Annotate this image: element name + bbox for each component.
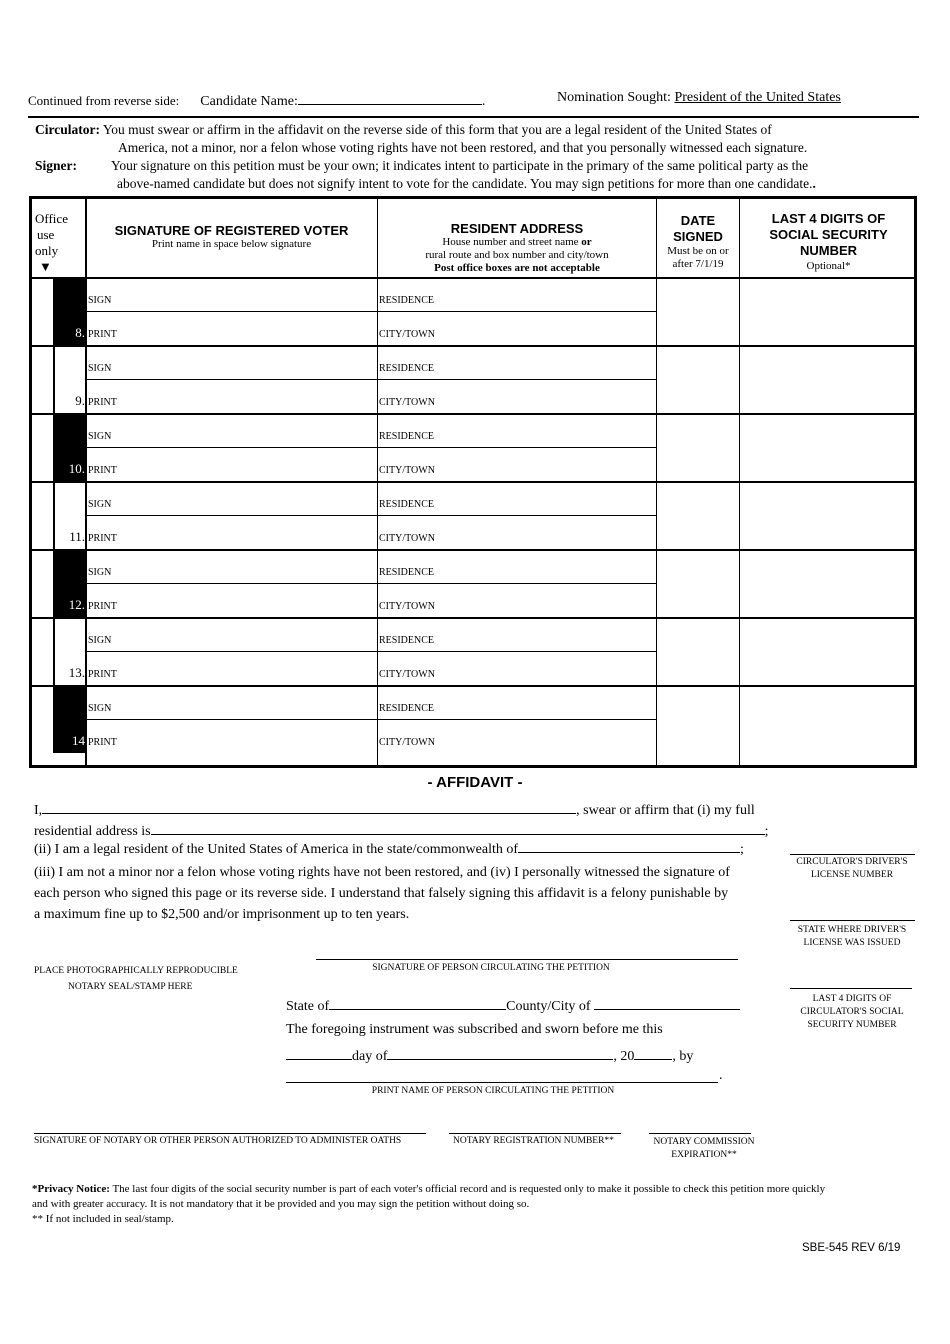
- city-town-field[interactable]: CITY/TOWN: [379, 397, 435, 408]
- signer-label: Signer:: [35, 158, 77, 173]
- affidavit-body: (iii) I am not a minor nor a felon whose voting rights have not been restored, and (iv) I personally witnessed the signature of each person who signed this page or its reverse side. I understand that falsely signing this affidavit is a felony punishable by a maximum fine up to $2,500 and/or imprisonment up to ten years.: [34, 865, 730, 922]
- state-license-label: STATE WHERE DRIVER'S LICENSE WAS ISSUED: [797, 925, 907, 948]
- down-arrow-icon: ▼: [39, 259, 52, 274]
- drivers-license-label: CIRCULATOR'S DRIVER'S LICENSE NUMBER: [796, 857, 908, 880]
- notary-day-field[interactable]: [286, 1045, 352, 1060]
- sign-field[interactable]: SIGN: [88, 635, 112, 646]
- residential-address-field[interactable]: [151, 820, 765, 835]
- sign-field[interactable]: SIGN: [88, 363, 112, 374]
- last4-label: LAST 4 DIGITS OF CIRCULATOR'S SOCIAL SECURITY NUMBER: [800, 994, 904, 1030]
- print-field[interactable]: PRINT: [88, 533, 117, 544]
- notary-reg-line[interactable]: [449, 1133, 621, 1134]
- nomination-sought: [557, 90, 841, 106]
- state-license-line[interactable]: [790, 920, 915, 921]
- row-number: 8.: [75, 325, 85, 340]
- office-use-divider: [53, 481, 55, 549]
- date-signed-cell[interactable]: [657, 481, 739, 549]
- candidate-name-label: Candidate Name:: [200, 94, 298, 109]
- notary-seal-label: PLACE PHOTOGRAPHICALLY REPRODUCIBLE NOTARY SEAL/STAMP HERE: [34, 966, 238, 992]
- col-header-date: DATE SIGNED Must be on or after 7/1/19: [667, 213, 729, 270]
- notary-exp-label: NOTARY COMMISSION EXPIRATION**: [653, 1137, 755, 1160]
- print-field[interactable]: PRINT: [88, 669, 117, 680]
- seal-note: ** If not included in seal/stamp.: [32, 1213, 174, 1225]
- city-town-field[interactable]: CITY/TOWN: [379, 329, 435, 340]
- row-number: 10.: [68, 461, 85, 476]
- date-signed-cell[interactable]: [657, 617, 739, 685]
- office-use-divider: [53, 345, 55, 413]
- col-header-signature: SIGNATURE OF REGISTERED VOTER Print name in space below signature: [114, 223, 349, 250]
- print-circulating-period: .: [719, 1068, 723, 1083]
- row-number: 14: [72, 733, 85, 748]
- date-signed-cell[interactable]: [657, 345, 739, 413]
- row-mid-line: [86, 379, 656, 380]
- circulator-label: Circulator:: [35, 122, 100, 137]
- affidavit-title: - AFFIDAVIT -: [427, 774, 523, 791]
- residence-field[interactable]: RESIDENCE: [379, 703, 434, 714]
- state-county-line: State of County/City of: [286, 995, 740, 1015]
- header-line: Continued from reverse side: Candidate Name: .: [28, 90, 485, 110]
- privacy-label: *Privacy Notice:: [32, 1183, 110, 1195]
- date-signed-cell[interactable]: [657, 277, 739, 345]
- office-use-divider: [53, 549, 55, 617]
- continued-label: Continued from reverse side:: [28, 93, 180, 108]
- day-of-line: day of , 20 , by: [286, 1045, 693, 1065]
- row-number: 9.: [75, 393, 85, 408]
- notary-state-field[interactable]: [329, 995, 506, 1010]
- row-mid-line: [86, 651, 656, 652]
- affidavit-line-2: residential address is ;: [34, 820, 769, 840]
- notary-exp-line[interactable]: [649, 1133, 751, 1134]
- circulator-signature-label: SIGNATURE OF PERSON CIRCULATING THE PETITION: [372, 963, 610, 973]
- notary-signature-line[interactable]: [34, 1133, 426, 1134]
- office-use-only: Office use only ▼: [35, 211, 68, 274]
- notary-county-field[interactable]: [594, 995, 740, 1010]
- city-town-field[interactable]: CITY/TOWN: [379, 669, 435, 680]
- affidavit-line-1: I, , swear or affirm that (i) my full: [34, 799, 755, 819]
- sign-field[interactable]: SIGN: [88, 499, 112, 510]
- office-use-divider: [53, 685, 55, 753]
- circulator-text-1: You must swear or affirm in the affidavit on the reverse side of this form that you are a legal resident of the United States of: [102, 122, 772, 137]
- city-town-field[interactable]: CITY/TOWN: [379, 601, 435, 612]
- print-circulating-line[interactable]: [286, 1082, 718, 1083]
- row-mid-line: [86, 583, 656, 584]
- print-field[interactable]: PRINT: [88, 601, 117, 612]
- sign-field[interactable]: SIGN: [88, 567, 112, 578]
- date-signed-cell[interactable]: [657, 685, 739, 753]
- signer-text-1: Your signature on this petition must be your own; it indicates intent to participate in the primary of the same political party as the: [111, 158, 809, 173]
- row-mid-line: [86, 515, 656, 516]
- residence-field[interactable]: RESIDENCE: [379, 635, 434, 646]
- row-number: 12.: [68, 597, 85, 612]
- notary-month-field[interactable]: [387, 1045, 613, 1060]
- date-signed-cell[interactable]: [657, 413, 739, 481]
- sign-field[interactable]: SIGN: [88, 703, 112, 714]
- print-field[interactable]: PRINT: [88, 329, 117, 340]
- notary-signature-label: SIGNATURE OF NOTARY OR OTHER PERSON AUTHORIZED TO ADMINISTER OATHS: [34, 1136, 402, 1146]
- residence-field[interactable]: RESIDENCE: [379, 499, 434, 510]
- signer-text-2: above-named candidate but does not signify intent to vote for the candidate. You may sign petitions for more than one candidate.: [117, 176, 813, 191]
- office-use-divider: [53, 617, 55, 685]
- row-mid-line: [86, 447, 656, 448]
- circulator-instructions: [35, 121, 915, 157]
- nomination-value: President of the United States: [674, 90, 841, 105]
- residence-field[interactable]: RESIDENCE: [379, 295, 434, 306]
- circulator-signature-line[interactable]: [316, 959, 738, 960]
- candidate-name-field[interactable]: [298, 90, 482, 105]
- date-signed-cell[interactable]: [657, 549, 739, 617]
- print-field[interactable]: PRINT: [88, 465, 117, 476]
- drivers-license-line[interactable]: [790, 854, 915, 855]
- circulator-name-field[interactable]: [42, 799, 576, 814]
- office-use-divider: [53, 413, 55, 481]
- ssn-cell[interactable]: [740, 685, 917, 753]
- notary-reg-label: NOTARY REGISTRATION NUMBER**: [453, 1136, 614, 1146]
- col-header-address: RESIDENT ADDRESS House number and street name or rural route and box number and city/town Post office boxes are not acceptable: [425, 221, 609, 274]
- affidavit-line-3: (ii) I am a legal resident of the United States of America in the state/commonwealth of ;: [34, 838, 744, 858]
- ssn-cell[interactable]: [740, 481, 917, 549]
- header-rule: [28, 116, 919, 118]
- signer-instructions: Signer: Your signature on this petition must be your own; it indicates intent to participate in the primary of the same political party as the above-named candidate but does not signify intent to vote for the candidate. You may sign petitions for more than one candidate..: [35, 158, 816, 191]
- row-mid-line: [86, 719, 656, 720]
- ssn-cell[interactable]: [740, 277, 917, 345]
- office-use-divider: [53, 277, 55, 345]
- state-commonwealth-field[interactable]: [518, 838, 740, 853]
- city-town-field[interactable]: CITY/TOWN: [379, 737, 435, 748]
- residence-field[interactable]: RESIDENCE: [379, 567, 434, 578]
- row-mid-line: [86, 311, 656, 312]
- print-field[interactable]: PRINT: [88, 397, 117, 408]
- signature-table: [29, 196, 917, 768]
- ssn-cell[interactable]: [740, 413, 917, 481]
- city-town-field[interactable]: CITY/TOWN: [379, 533, 435, 544]
- ssn-cell[interactable]: [740, 345, 917, 413]
- notary-year-field[interactable]: [634, 1045, 672, 1060]
- privacy-notice: *Privacy Notice: The last four digits of the social security number is part of each voter's official record and is requested only to make it possible to check this petition more quickly and with greater accuracy. It is not mandatory that it be provided and you may sign the petition without doing so. ** If not included in seal/stamp.: [32, 1182, 922, 1227]
- last4-line[interactable]: [790, 988, 912, 989]
- print-circulating-label: PRINT NAME OF PERSON CIRCULATING THE PETITION: [371, 1086, 615, 1096]
- foregoing-line: The foregoing instrument was subscribed and sworn before me this: [286, 1022, 663, 1037]
- nomination-label: Nomination Sought:: [557, 90, 671, 105]
- form-id: SBE-545 REV 6/19: [802, 1242, 901, 1254]
- print-field[interactable]: PRINT: [88, 737, 117, 748]
- row-number: 11.: [69, 529, 85, 544]
- city-town-field[interactable]: CITY/TOWN: [379, 465, 435, 476]
- residence-field[interactable]: RESIDENCE: [379, 363, 434, 374]
- residence-field[interactable]: RESIDENCE: [379, 431, 434, 442]
- col-header-ssn: LAST 4 DIGITS OF SOCIAL SECURITY NUMBER Optional*: [769, 211, 888, 272]
- ssn-cell[interactable]: [740, 617, 917, 685]
- row-number: 13.: [68, 665, 85, 680]
- ssn-cell[interactable]: [740, 549, 917, 617]
- sign-field[interactable]: SIGN: [88, 431, 112, 442]
- circulator-text-2: America, not a minor, nor a felon whose voting rights have not been restored, and that you personally witnessed each signature.: [118, 140, 808, 155]
- sign-field[interactable]: SIGN: [88, 295, 112, 306]
